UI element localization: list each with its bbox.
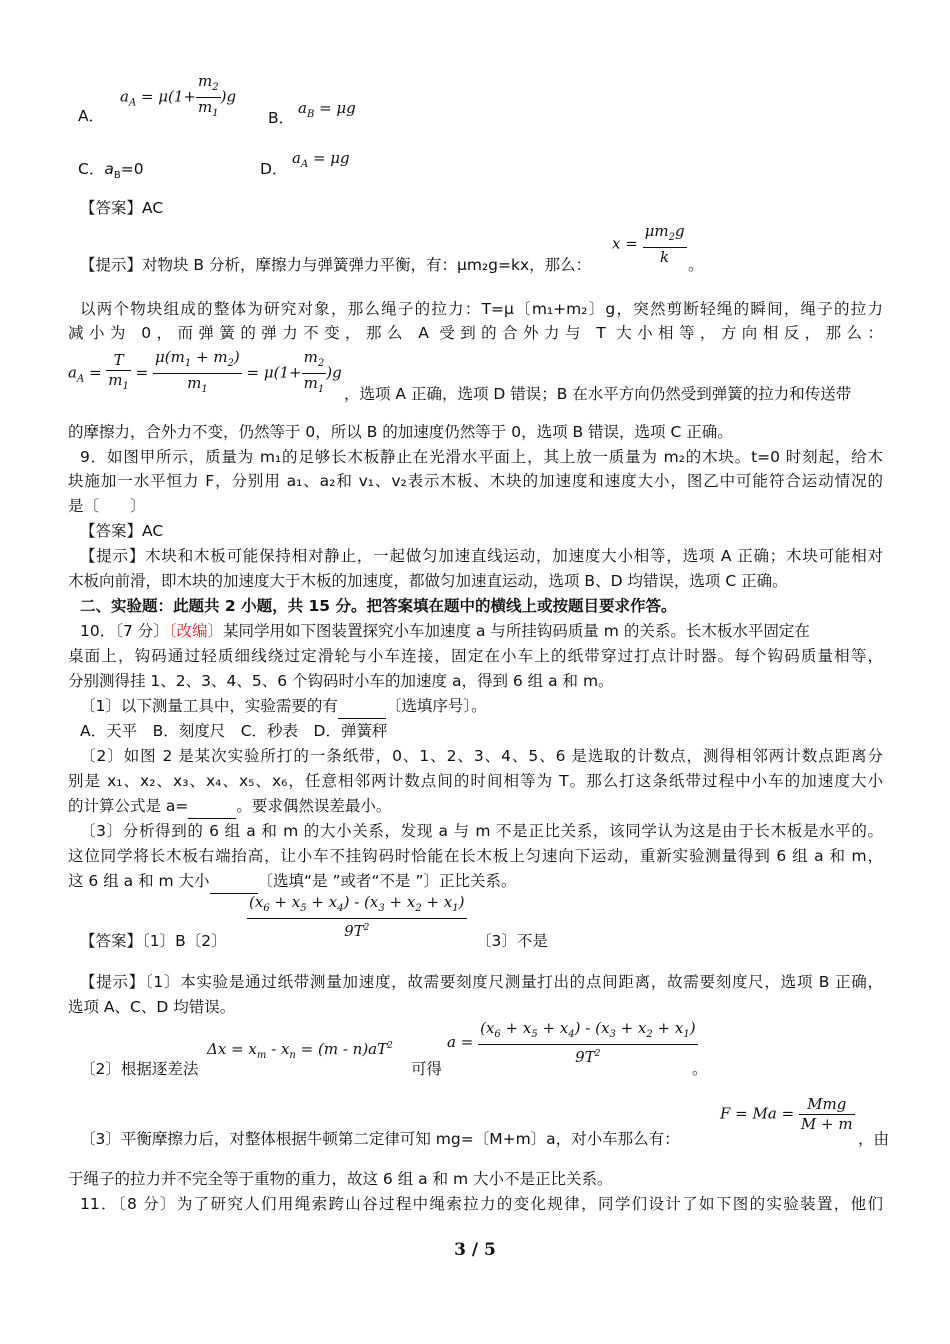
q10-sub3-l3: 这 6 组 a 和 m 大小 〔选填“是 ”或者“不是 ”〕正比关系。: [68, 869, 883, 894]
q10-sub1: 〔1〕以下测量工具中，实验需要的有 〔选填序号〕。: [68, 694, 883, 719]
q10-hint1: 【提示】〔1〕本实验是通过纸带测量加速度，故需要刻度尺测量打出的点间距离，故需要刻度尺，选项 B 正确，: [80, 973, 883, 991]
formula-aA: $a_A$ = $\frac{T}{m_1}$ = $\frac{\mu(m_1 + m_2)}{m_1}$ = μ(1+ $\frac{m_2}{m_1}$ )g: [68, 348, 342, 395]
q8-hint-line3: 减小为 0，而弹簧的弹力不变，那么 A 受到的合外力与 T 大小相等，方向相反，那么：: [68, 324, 883, 342]
option-d-formula: $a_A = \mu g$: [292, 149, 350, 170]
q10-sub2-l3: 的计算公式是 a= 。要求偶然误差最小。: [68, 794, 883, 819]
section-title: 二、实验题：此题共 2 小题，共 15 分。把答案填在题中的横线上或按题目要求作答。: [80, 597, 677, 615]
formula-x: x = $\frac{\mu m_2g}{k}$: [612, 222, 685, 266]
q10-hint3-mid: 可得: [411, 1060, 443, 1078]
q10-hint4-pre: 〔3〕平衡摩擦力后，对整体根据牛顿第二定律可知 mg=〔M+m〕a，对小车那么有：: [80, 1130, 680, 1148]
q10-line2: 桌面上，钩码通过轻质细线绕过定滑轮与小车连接，固定在小车上的纸带穿过打点计时器。每个钩码质量相等，: [68, 647, 883, 665]
option-a-label: A．: [78, 107, 105, 125]
page-number: 3 / 5: [454, 1240, 496, 1260]
q10-hint3-end: 。: [692, 1060, 708, 1078]
q10-hint4-end: ，由: [858, 1130, 890, 1148]
option-a-formula: $a_A = \mu(1+$ $\frac{m_2}{m_1}$ )g: [120, 72, 237, 119]
q10-answer-pre: 【答案】〔1〕B〔2〕: [80, 932, 227, 950]
q8-hint-line4: ，选项 A 正确，选项 D 错误；B 在水平方向仍然受到弹簧的拉力和传送带: [344, 385, 852, 403]
q10-hint3-pre: 〔2〕根据逐差法: [80, 1060, 199, 1078]
q8-answer: 【答案】AC: [80, 199, 164, 217]
q10-sub3-l2: 这位同学将长木板右端抬高，让小车不挂钩码时恰能在长木板上匀速向下运动，重新实验测量得到 6 组 a 和 m，: [68, 847, 883, 865]
q8-hint-line2: 以两个物块组成的整体为研究对象，那么绳子的拉力：T=μ〔m₁+m₂〕g，突然剪断轻绳的瞬间，绳子的拉力: [80, 300, 883, 318]
q9-hint2: 木板向前滑，即木块的加速度大于木板的加速度，都做匀加速直运动，选项 B、D 均错误，选项 C 正确。: [68, 572, 788, 590]
option-c: C．$a_B=0$: [78, 160, 144, 182]
q9-line3: 是〔 〕: [68, 497, 146, 515]
q8-hint-line1: 【提示】对物块 B 分析，摩擦力与弹簧弹力平衡，有：μm₂g=kx，那么：: [80, 256, 592, 274]
q10-hint5: 于绳子的拉力并不完全等于重物的重力，故这 6 组 a 和 m 大小不是正比关系。: [68, 1170, 613, 1188]
q9-line1: 9．如图甲所示，质量为 m₁的足够长木板静止在光滑水平面上，其上放一质量为 m₂的木块。t=0 时刻起，给木: [80, 448, 883, 466]
q10-line3: 分别测得挂 1、2、3、4、5、6 个钩码时小车的加速度 a，得到 6 组 a 和 m。: [68, 672, 614, 690]
formula-F: F = Ma = $\frac{\text{Mmg}}{M + m}$: [720, 1095, 853, 1133]
q9-line2: 块施加一水平恒力 F，分别用 a₁、a₂和 v₁、v₂表示木板、木块的加速度和速度大小，图乙中可能符合运动情况的: [68, 472, 883, 490]
q10-sub2-l2: 别是 x₁、x₂、x₃、x₄、x₅、x₆，任意相邻两计数点间的时间相等为 T。那么打这条纸带过程中小车的加速度大小: [68, 772, 883, 790]
answer-blank: [338, 702, 386, 719]
q10-tag: 〔改编〕: [168, 622, 224, 640]
option-b-label: B．: [268, 109, 295, 127]
q10-answer-post: 〔3〕不是: [476, 932, 548, 950]
q8-hint-line1-end: 。: [688, 256, 704, 274]
q10-hint2: 选项 A、C、D 均错误。: [68, 998, 236, 1016]
formula-a: a = $\frac{(x_6 + x_5 + x_4) - (x_3 + x_2 + x_1)}{9T^2}$: [447, 1019, 696, 1066]
formula-dx: $\Delta x = x_m - x_n = (m - n)aT^2$: [207, 1040, 393, 1061]
q10-line1: 10．〔7 分〕〔改编〕某同学用如下图装置探究小车加速度 a 与所挂钩码质量 m 的关系。长木板水平固定在: [80, 622, 810, 640]
formula-answer: $\frac{(x_6 + x_5 + x_4) - (x_3 + x_2 + x_1)}{9T^2}$: [249, 893, 465, 940]
q10-sub2-l1: 〔2〕如图 2 是某次实验所打的一条纸带，0、1、2、3、4、5、6 是选取的计数点，测得相邻两计数点距离分: [80, 747, 883, 765]
q9-answer: 【答案】AC: [80, 522, 164, 540]
q10-options: A．天平 B．刻度尺 C．秒表 D．弹簧秤: [80, 722, 388, 740]
q9-hint1: 【提示】木块和木板可能保持相对静止，一起做匀加速直线运动，加速度大小相等，选项 A 正确；木块可能相对: [80, 547, 883, 565]
q8-hint-line5: 的摩擦力，合外力不变，仍然等于 0，所以 B 的加速度仍然等于 0，选项 B 错误，选项 C 正确。: [68, 423, 733, 441]
answer-blank: [188, 802, 236, 819]
q11-line1: 11．〔8 分〕为了研究人们用绳索跨山谷过程中绳索拉力的变化规律，同学们设计了如下图的实验装置，他们: [80, 1195, 883, 1213]
answer-blank: [210, 877, 258, 894]
option-b-formula: $a_B = \mu g$: [298, 99, 356, 120]
option-d-label: D．: [260, 160, 288, 178]
q10-sub3-l1: 〔3〕分析得到的 6 组 a 和 m 的大小关系，发现 a 与 m 不是正比关系，该同学认为这是由于长木板是水平的。: [80, 822, 883, 840]
